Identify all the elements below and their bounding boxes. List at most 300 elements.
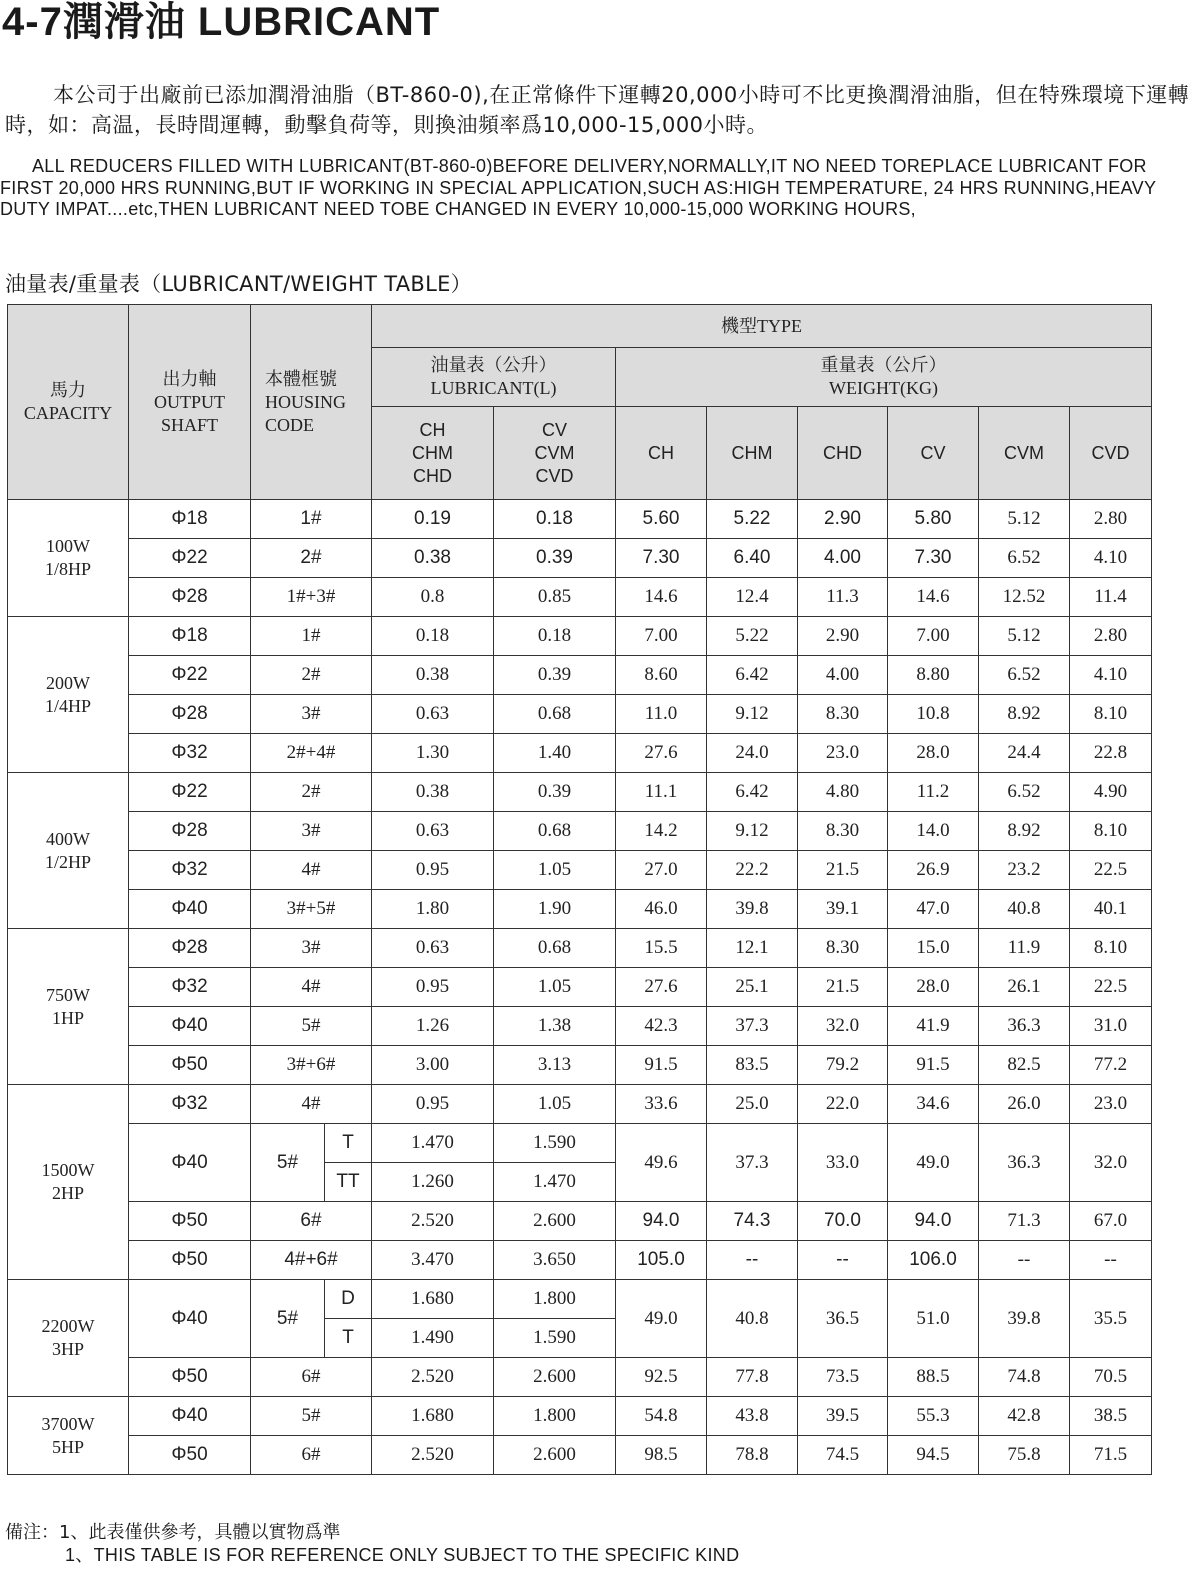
lub-ch-cell: 0.95 — [372, 1085, 494, 1124]
weight-ch-cell: 7.00 — [616, 617, 707, 656]
weight-ch-cell: 49.6 — [616, 1124, 707, 1202]
table-row — [8, 773, 1152, 812]
table-body — [8, 500, 1152, 1475]
lub-cv-cell: 1.05 — [494, 851, 616, 890]
housing-cell: 3# — [251, 929, 372, 968]
weight-cvm-cell: 26.1 — [979, 968, 1070, 1007]
housing-cell: 1#+3# — [251, 578, 372, 617]
weight-ch-cell: 27.0 — [616, 851, 707, 890]
lub-ch-cell: 2.520 — [372, 1436, 494, 1475]
weight-chm-cell: 6.40 — [707, 539, 798, 578]
shaft-cell: Φ32 — [129, 734, 251, 773]
weight-cvm-cell: 71.3 — [979, 1202, 1070, 1241]
weight-chm-cell: 5.22 — [707, 500, 798, 539]
weight-chm-cell: -- — [707, 1241, 798, 1280]
weight-cvd-cell: 70.5 — [1070, 1358, 1152, 1397]
weight-cvm-cell: 6.52 — [979, 773, 1070, 812]
weight-cv-cell: 47.0 — [888, 890, 979, 929]
weight-cvd-cell: 8.10 — [1070, 695, 1152, 734]
shaft-header — [129, 305, 251, 500]
weight-cvm-cell: 40.8 — [979, 890, 1070, 929]
lub-cv-label: CV — [541, 419, 567, 440]
lub-cv-cell: 1.90 — [494, 890, 616, 929]
sub-type-cell: D — [325, 1280, 372, 1319]
table-row — [8, 890, 1152, 929]
housing-cell: 2# — [251, 773, 372, 812]
table-row — [8, 734, 1152, 773]
housing-cell: 4#+6# — [251, 1241, 372, 1280]
lub-ch-cell: 1.260 — [372, 1163, 494, 1202]
weight-chm-cell: 9.12 — [707, 812, 798, 851]
weight-cvd-cell: 22.5 — [1070, 968, 1152, 1007]
weight-chm-cell: 40.8 — [707, 1280, 798, 1358]
weight-cv-cell: 7.30 — [888, 539, 979, 578]
weight-ch-cell: 105.0 — [616, 1241, 707, 1280]
weight-chd-cell: 22.0 — [798, 1085, 888, 1124]
weight-ch-cell: 92.5 — [616, 1358, 707, 1397]
intro-chinese: 本公司于出廠前已添加潤滑油脂（BT-860-0),在正常條件下運轉20,000小時可不比更換潤滑油脂，但在特殊環境下運轉時，如：高温，長時間運轉，動擊負荷等，則換油頻率爲10,000-15,000小時。 — [5, 83, 1190, 137]
weight-cv-cell: 88.5 — [888, 1358, 979, 1397]
weight-cvm-cell: 42.8 — [979, 1397, 1070, 1436]
housing-cell: 3# — [251, 695, 372, 734]
weight-cv-cell: 15.0 — [888, 929, 979, 968]
lub-cvm-label: CVM — [534, 442, 575, 463]
housing-cell: 5# — [251, 1280, 325, 1358]
weight-cvd-cell: 8.10 — [1070, 812, 1152, 851]
shaft-header-en-1: OUTPUT — [154, 391, 225, 412]
weight-chd-cell: 21.5 — [798, 851, 888, 890]
weight-cv-cell: 34.6 — [888, 1085, 979, 1124]
footnote — [5, 1522, 739, 1566]
shaft-cell: Φ40 — [129, 1280, 251, 1358]
weight-ch-cell: 94.0 — [616, 1202, 707, 1241]
capacity-header-cn: 馬力 — [50, 380, 86, 400]
housing-cell: 2# — [251, 539, 372, 578]
capacity-hp: 3HP — [51, 1339, 84, 1359]
table-row — [8, 656, 1152, 695]
housing-cell: 5# — [251, 1397, 372, 1436]
lub-cv-cell: 1.800 — [494, 1397, 616, 1436]
lub-cv-cell: 3.13 — [494, 1046, 616, 1085]
weight-chm-cell: 24.0 — [707, 734, 798, 773]
weight-cvm-cell: 39.8 — [979, 1280, 1070, 1358]
weight-ch-cell: 14.6 — [616, 578, 707, 617]
lub-cv-cell: 0.18 — [494, 500, 616, 539]
lub-ch-cell: 1.80 — [372, 890, 494, 929]
lub-ch-cell: 0.63 — [372, 929, 494, 968]
weight-cv-cell: 41.9 — [888, 1007, 979, 1046]
lub-cvd-label: CVD — [535, 465, 574, 486]
table-row — [8, 539, 1152, 578]
weight-ch-cell: 5.60 — [616, 500, 707, 539]
table-row — [8, 1280, 1152, 1319]
lub-ch-cell: 2.520 — [372, 1202, 494, 1241]
weight-chm-cell: 12.4 — [707, 578, 798, 617]
lub-ch-cell: 0.38 — [372, 539, 494, 578]
capacity-hp: 1/8HP — [44, 559, 91, 579]
capacity-hp: 1HP — [51, 1007, 84, 1028]
weight-ch-cell: 15.5 — [616, 929, 707, 968]
weight-cv-cell: 49.0 — [888, 1124, 979, 1202]
weight-cv-cell: 11.2 — [888, 773, 979, 812]
weight-cv-cell: 91.5 — [888, 1046, 979, 1085]
weight-cvd-cell: 22.8 — [1070, 734, 1152, 773]
weight-cvm-header: CVM — [979, 407, 1070, 500]
housing-cell: 2# — [251, 656, 372, 695]
weight-cvd-cell: 71.5 — [1070, 1436, 1152, 1475]
lub-cv-cell: 0.68 — [494, 929, 616, 968]
housing-cell: 2#+4# — [251, 734, 372, 773]
capacity-watts: 1500W — [41, 1160, 95, 1180]
lub-cv-cell: 2.600 — [494, 1202, 616, 1241]
housing-cell: 6# — [251, 1202, 372, 1241]
weight-cvm-cell: 11.9 — [979, 929, 1070, 968]
weight-cvd-cell: 2.80 — [1070, 500, 1152, 539]
lub-ch-cell: 0.19 — [372, 500, 494, 539]
weight-chd-cell: 79.2 — [798, 1046, 888, 1085]
weight-chm-cell: 6.42 — [707, 773, 798, 812]
shaft-cell: Φ28 — [129, 578, 251, 617]
lub-ch-cell: 1.680 — [372, 1397, 494, 1436]
lubricant-header-cn: 油量表（公升） — [430, 355, 557, 375]
table-row — [8, 500, 1152, 539]
lub-cv-group-header — [494, 407, 616, 500]
weight-chd-cell: 11.3 — [798, 578, 888, 617]
table-row — [8, 812, 1152, 851]
capacity-hp: 2HP — [51, 1183, 84, 1203]
weight-cvd-cell: 4.10 — [1070, 539, 1152, 578]
shaft-cell: Φ28 — [129, 695, 251, 734]
page-title: 4-7潤滑油 LUBRICANT — [2, 0, 441, 44]
weight-cv-cell: 8.80 — [888, 656, 979, 695]
weight-ch-cell: 14.2 — [616, 812, 707, 851]
shaft-cell: Φ18 — [129, 617, 251, 656]
table-row — [8, 1241, 1152, 1280]
weight-ch-cell: 11.0 — [616, 695, 707, 734]
housing-cell: 4# — [251, 968, 372, 1007]
weight-chd-cell: 8.30 — [798, 695, 888, 734]
weight-ch-cell: 49.0 — [616, 1280, 707, 1358]
weight-chd-cell: 8.30 — [798, 929, 888, 968]
weight-ch-cell: 46.0 — [616, 890, 707, 929]
housing-header-en-1: HOUSING — [265, 391, 346, 412]
weight-chm-cell: 77.8 — [707, 1358, 798, 1397]
table-row — [8, 1358, 1152, 1397]
weight-ch-cell: 11.1 — [616, 773, 707, 812]
weight-ch-cell: 91.5 — [616, 1046, 707, 1085]
housing-cell: 6# — [251, 1358, 372, 1397]
footnote-cn: 備注：1、此表僅供參考，具體以實物爲準 — [5, 1522, 341, 1543]
capacity-header — [8, 305, 129, 500]
table-row — [8, 1085, 1152, 1124]
weight-chd-cell: 39.1 — [798, 890, 888, 929]
weight-ch-cell: 98.5 — [616, 1436, 707, 1475]
weight-cvd-cell: 22.5 — [1070, 851, 1152, 890]
capacity-watts: 3700W — [41, 1413, 95, 1434]
table-row — [8, 929, 1152, 968]
weight-cvm-cell: 8.92 — [979, 812, 1070, 851]
sub-type-cell: TT — [325, 1163, 372, 1202]
shaft-cell: Φ40 — [129, 890, 251, 929]
lub-chd-label: CHD — [413, 465, 452, 486]
shaft-cell: Φ50 — [129, 1358, 251, 1397]
weight-chd-cell: 8.30 — [798, 812, 888, 851]
weight-chd-cell: 39.5 — [798, 1397, 888, 1436]
weight-chm-cell: 5.22 — [707, 617, 798, 656]
weight-cvd-cell: 40.1 — [1070, 890, 1152, 929]
weight-chm-cell: 9.12 — [707, 695, 798, 734]
capacity-cell — [8, 773, 129, 929]
table-row — [8, 578, 1152, 617]
housing-header-en-2: CODE — [265, 414, 314, 435]
weight-cvd-cell: 11.4 — [1070, 578, 1152, 617]
weight-cvd-cell: 4.10 — [1070, 656, 1152, 695]
shaft-cell: Φ22 — [129, 539, 251, 578]
housing-cell: 3# — [251, 812, 372, 851]
weight-ch-cell: 27.6 — [616, 734, 707, 773]
weight-cvd-cell: 2.80 — [1070, 617, 1152, 656]
capacity-cell — [8, 500, 129, 617]
footnote-en: 1、THIS TABLE IS FOR REFERENCE ONLY SUBJECT TO THE SPECIFIC KIND — [65, 1545, 740, 1565]
table-row — [8, 851, 1152, 890]
weight-chm-cell: 43.8 — [707, 1397, 798, 1436]
lub-ch-cell: 0.63 — [372, 812, 494, 851]
weight-cvd-header: CVD — [1070, 407, 1152, 500]
weight-cvd-cell: -- — [1070, 1241, 1152, 1280]
lub-cv-cell: 0.85 — [494, 578, 616, 617]
table-row — [8, 1397, 1152, 1436]
shaft-cell: Φ32 — [129, 1085, 251, 1124]
weight-cv-cell: 94.5 — [888, 1436, 979, 1475]
capacity-hp: 1/2HP — [44, 851, 91, 872]
lub-ch-cell: 0.38 — [372, 656, 494, 695]
lub-ch-group-header — [372, 407, 494, 500]
table-row — [8, 1436, 1152, 1475]
weight-chd-cell: 73.5 — [798, 1358, 888, 1397]
weight-cvm-cell: 8.92 — [979, 695, 1070, 734]
weight-chm-cell: 78.8 — [707, 1436, 798, 1475]
lub-cv-cell: 2.600 — [494, 1358, 616, 1397]
capacity-cell — [8, 617, 129, 773]
housing-cell: 3#+5# — [251, 890, 372, 929]
capacity-header-en: CAPACITY — [23, 403, 113, 423]
housing-cell: 3#+6# — [251, 1046, 372, 1085]
lub-ch-cell: 1.490 — [372, 1319, 494, 1358]
weight-cvd-cell: 4.90 — [1070, 773, 1152, 812]
table-row — [8, 1046, 1152, 1085]
housing-cell: 1# — [251, 617, 372, 656]
lub-cv-cell: 0.39 — [494, 773, 616, 812]
weight-chd-cell: 2.90 — [798, 500, 888, 539]
weight-chd-cell: 74.5 — [798, 1436, 888, 1475]
weight-ch-cell: 42.3 — [616, 1007, 707, 1046]
weight-cv-cell: 51.0 — [888, 1280, 979, 1358]
weight-chm-cell: 37.3 — [707, 1124, 798, 1202]
weight-chm-cell: 22.2 — [707, 851, 798, 890]
weight-chd-cell: 4.80 — [798, 773, 888, 812]
weight-chd-cell: 21.5 — [798, 968, 888, 1007]
lub-cv-cell: 1.590 — [494, 1124, 616, 1163]
lub-cv-cell: 0.39 — [494, 656, 616, 695]
shaft-header-en-2: SHAFT — [160, 414, 218, 435]
housing-header-cn: 本體框號 — [265, 368, 337, 389]
capacity-cell — [8, 1280, 129, 1397]
capacity-cell — [8, 929, 129, 1085]
weight-cvm-cell: 36.3 — [979, 1124, 1070, 1202]
lub-ch-label: CH — [419, 419, 446, 440]
housing-cell: 4# — [251, 851, 372, 890]
weight-cv-cell: 26.9 — [888, 851, 979, 890]
weight-cvd-cell: 8.10 — [1070, 929, 1152, 968]
weight-ch-cell: 54.8 — [616, 1397, 707, 1436]
weight-cvm-cell: 24.4 — [979, 734, 1070, 773]
lub-ch-cell: 3.00 — [372, 1046, 494, 1085]
weight-ch-cell: 8.60 — [616, 656, 707, 695]
table-row — [8, 1202, 1152, 1241]
lub-ch-cell: 1.470 — [372, 1124, 494, 1163]
weight-cvm-cell: 74.8 — [979, 1358, 1070, 1397]
weight-cv-cell: 55.3 — [888, 1397, 979, 1436]
shaft-cell: Φ50 — [129, 1436, 251, 1475]
lub-cv-cell: 1.05 — [494, 968, 616, 1007]
lub-ch-cell: 0.95 — [372, 851, 494, 890]
shaft-cell: Φ40 — [129, 1007, 251, 1046]
lub-cv-cell: 0.39 — [494, 539, 616, 578]
sub-type-cell: T — [325, 1319, 372, 1358]
weight-ch-cell: 33.6 — [616, 1085, 707, 1124]
shaft-cell: Φ18 — [129, 500, 251, 539]
capacity-watts: 2200W — [41, 1316, 95, 1336]
lub-ch-cell: 0.8 — [372, 578, 494, 617]
weight-chd-cell: 2.90 — [798, 617, 888, 656]
shaft-cell: Φ32 — [129, 968, 251, 1007]
lub-cv-cell: 2.600 — [494, 1436, 616, 1475]
table-header — [8, 305, 1152, 500]
weight-cvm-cell: 5.12 — [979, 500, 1070, 539]
shaft-cell: Φ50 — [129, 1046, 251, 1085]
lubricant-header — [372, 348, 616, 407]
housing-cell: 5# — [251, 1007, 372, 1046]
lub-ch-cell: 0.38 — [372, 773, 494, 812]
weight-chm-cell: 25.1 — [707, 968, 798, 1007]
weight-cvm-cell: 36.3 — [979, 1007, 1070, 1046]
lub-chm-label: CHM — [412, 442, 453, 463]
capacity-watts: 100W — [46, 536, 90, 556]
weight-chm-cell: 39.8 — [707, 890, 798, 929]
lub-cv-cell: 1.800 — [494, 1280, 616, 1319]
table-row — [8, 968, 1152, 1007]
weight-cvm-cell: 6.52 — [979, 656, 1070, 695]
weight-cv-cell: 14.0 — [888, 812, 979, 851]
lub-cv-cell: 1.590 — [494, 1319, 616, 1358]
weight-cvm-cell: 75.8 — [979, 1436, 1070, 1475]
shaft-cell: Φ40 — [129, 1124, 251, 1202]
table-caption: 油量表/重量表（LUBRICANT/WEIGHT TABLE） — [5, 272, 472, 296]
capacity-watts: 400W — [46, 828, 90, 849]
lub-ch-cell: 0.18 — [372, 617, 494, 656]
shaft-cell: Φ22 — [129, 773, 251, 812]
weight-ch-header: CH — [616, 407, 707, 500]
weight-chm-cell: 12.1 — [707, 929, 798, 968]
lub-cv-cell: 0.68 — [494, 695, 616, 734]
lub-cv-cell: 3.650 — [494, 1241, 616, 1280]
weight-cvm-cell: 5.12 — [979, 617, 1070, 656]
weight-header-en: WEIGHT(KG) — [829, 378, 938, 398]
lub-cv-cell: 1.38 — [494, 1007, 616, 1046]
weight-chm-header: CHM — [707, 407, 798, 500]
weight-cvd-cell: 32.0 — [1070, 1124, 1152, 1202]
table-row — [8, 617, 1152, 656]
lub-cv-cell: 1.40 — [494, 734, 616, 773]
weight-chd-cell: 23.0 — [798, 734, 888, 773]
lub-cv-cell: 1.470 — [494, 1163, 616, 1202]
housing-cell: 4# — [251, 1085, 372, 1124]
capacity-hp: 5HP — [51, 1436, 84, 1457]
weight-ch-cell: 7.30 — [616, 539, 707, 578]
shaft-cell: Φ40 — [129, 1397, 251, 1436]
weight-chd-header: CHD — [798, 407, 888, 500]
weight-cv-cell: 28.0 — [888, 968, 979, 1007]
housing-header — [251, 305, 372, 500]
weight-cv-cell: 5.80 — [888, 500, 979, 539]
weight-chd-cell: -- — [798, 1241, 888, 1280]
capacity-hp: 1/4HP — [44, 695, 91, 716]
sub-type-cell: T — [325, 1124, 372, 1163]
weight-cvm-cell: 26.0 — [979, 1085, 1070, 1124]
weight-header — [616, 348, 1152, 407]
shaft-cell: Φ28 — [129, 929, 251, 968]
weight-cv-cell: 10.8 — [888, 695, 979, 734]
lub-cv-cell: 0.18 — [494, 617, 616, 656]
weight-header-cn: 重量表（公斤） — [820, 355, 947, 375]
capacity-watts: 200W — [46, 672, 90, 693]
capacity-watts: 750W — [46, 984, 90, 1005]
weight-cv-cell: 28.0 — [888, 734, 979, 773]
weight-chd-cell: 4.00 — [798, 656, 888, 695]
housing-cell: 1# — [251, 500, 372, 539]
shaft-header-cn: 出力軸 — [162, 368, 217, 389]
weight-cvd-cell: 31.0 — [1070, 1007, 1152, 1046]
weight-chm-cell: 74.3 — [707, 1202, 798, 1241]
lub-cv-cell: 1.05 — [494, 1085, 616, 1124]
capacity-cell — [8, 1085, 129, 1280]
shaft-cell: Φ32 — [129, 851, 251, 890]
lub-ch-cell: 1.26 — [372, 1007, 494, 1046]
shaft-cell: Φ22 — [129, 656, 251, 695]
lub-ch-cell: 2.520 — [372, 1358, 494, 1397]
weight-chd-cell: 32.0 — [798, 1007, 888, 1046]
lubricant-header-en: LUBRICANT(L) — [430, 378, 557, 398]
shaft-cell: Φ50 — [129, 1241, 251, 1280]
weight-chm-cell: 37.3 — [707, 1007, 798, 1046]
type-header: 機型TYPE — [372, 305, 1152, 348]
weight-cvm-cell: 12.52 — [979, 578, 1070, 617]
intro-english: ALL REDUCERS FILLED WITH LUBRICANT(BT-860-0)BEFORE DELIVERY,NORMALLY,IT NO NEED TOREPLACE LUBRICANT FOR FIRST 20,000 HRS RUNNING,BUT IF WORKING IN SPECIAL APPLICATION,SUCH AS:HIGH TEMPERATURE, 24 HRS RUNNING,HEAVY DUTY IMPAT....etc,THEN LUBRICANT NEED TOBE CHANGED IN EVERY 10,000-15,000 WORKING HOURS, — [0, 156, 1156, 219]
lub-ch-cell: 3.470 — [372, 1241, 494, 1280]
shaft-cell: Φ50 — [129, 1202, 251, 1241]
weight-cv-cell: 7.00 — [888, 617, 979, 656]
weight-ch-cell: 27.6 — [616, 968, 707, 1007]
weight-cv-cell: 106.0 — [888, 1241, 979, 1280]
weight-chd-cell: 36.5 — [798, 1280, 888, 1358]
weight-cvm-cell: 23.2 — [979, 851, 1070, 890]
lub-ch-cell: 0.63 — [372, 695, 494, 734]
weight-chd-cell: 70.0 — [798, 1202, 888, 1241]
weight-cvd-cell: 67.0 — [1070, 1202, 1152, 1241]
lub-ch-cell: 1.680 — [372, 1280, 494, 1319]
weight-cvm-cell: 6.52 — [979, 539, 1070, 578]
weight-cvm-cell: -- — [979, 1241, 1070, 1280]
